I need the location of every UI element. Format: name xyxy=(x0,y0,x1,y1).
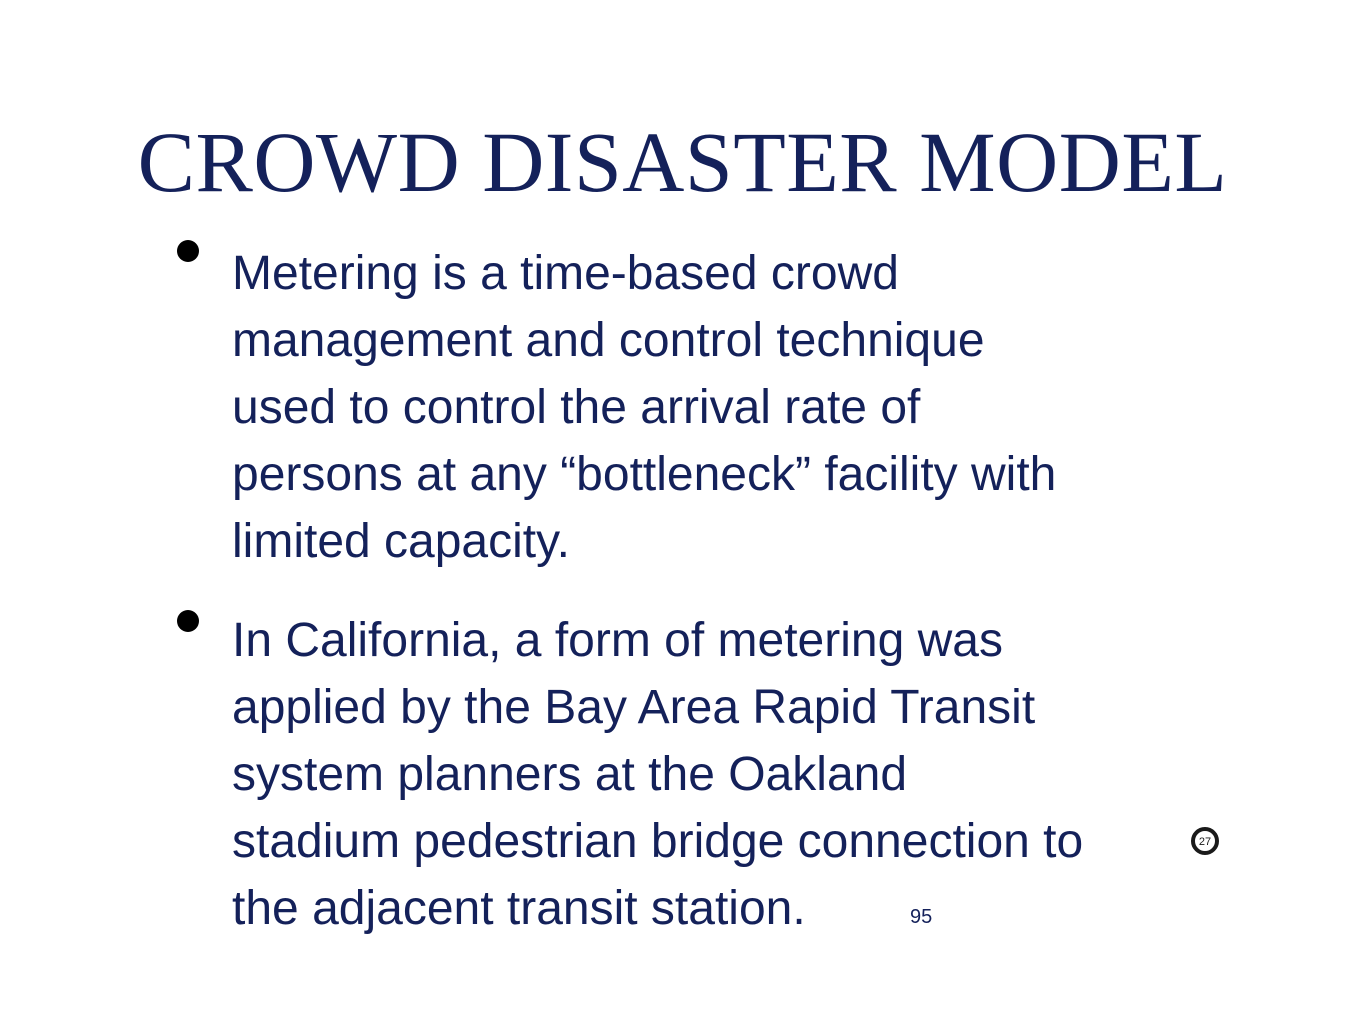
slide-title: CROWD DISASTER MODEL xyxy=(137,114,1228,210)
bullet-line: stadium pedestrian bridge connection to xyxy=(232,815,1084,868)
bullet-line: In California, a form of metering was xyxy=(232,614,1003,667)
bullet-line: management and control technique xyxy=(232,314,985,367)
bullet-item-california xyxy=(232,607,1222,942)
overlay-page-label: 27 xyxy=(1198,836,1212,848)
bullet-line: the adjacent transit station. xyxy=(232,882,806,935)
bullet-line: limited capacity. xyxy=(232,515,570,568)
bullet-line: system planners at the Oakland xyxy=(232,748,908,801)
circled-number-icon xyxy=(1190,826,1220,856)
bullet-dot-icon xyxy=(177,610,199,632)
bullet-line: Metering is a time-based crowd xyxy=(232,247,899,300)
bullet-dot-icon xyxy=(177,240,199,262)
bullet-line: used to control the arrival rate of xyxy=(232,381,921,434)
bullet-line: applied by the Bay Area Rapid Transit xyxy=(232,681,1036,734)
bullet-item-metering xyxy=(232,240,1222,575)
bullet-line: persons at any “bottleneck” facility with xyxy=(232,448,1057,501)
slide-number: 95 xyxy=(910,906,933,928)
